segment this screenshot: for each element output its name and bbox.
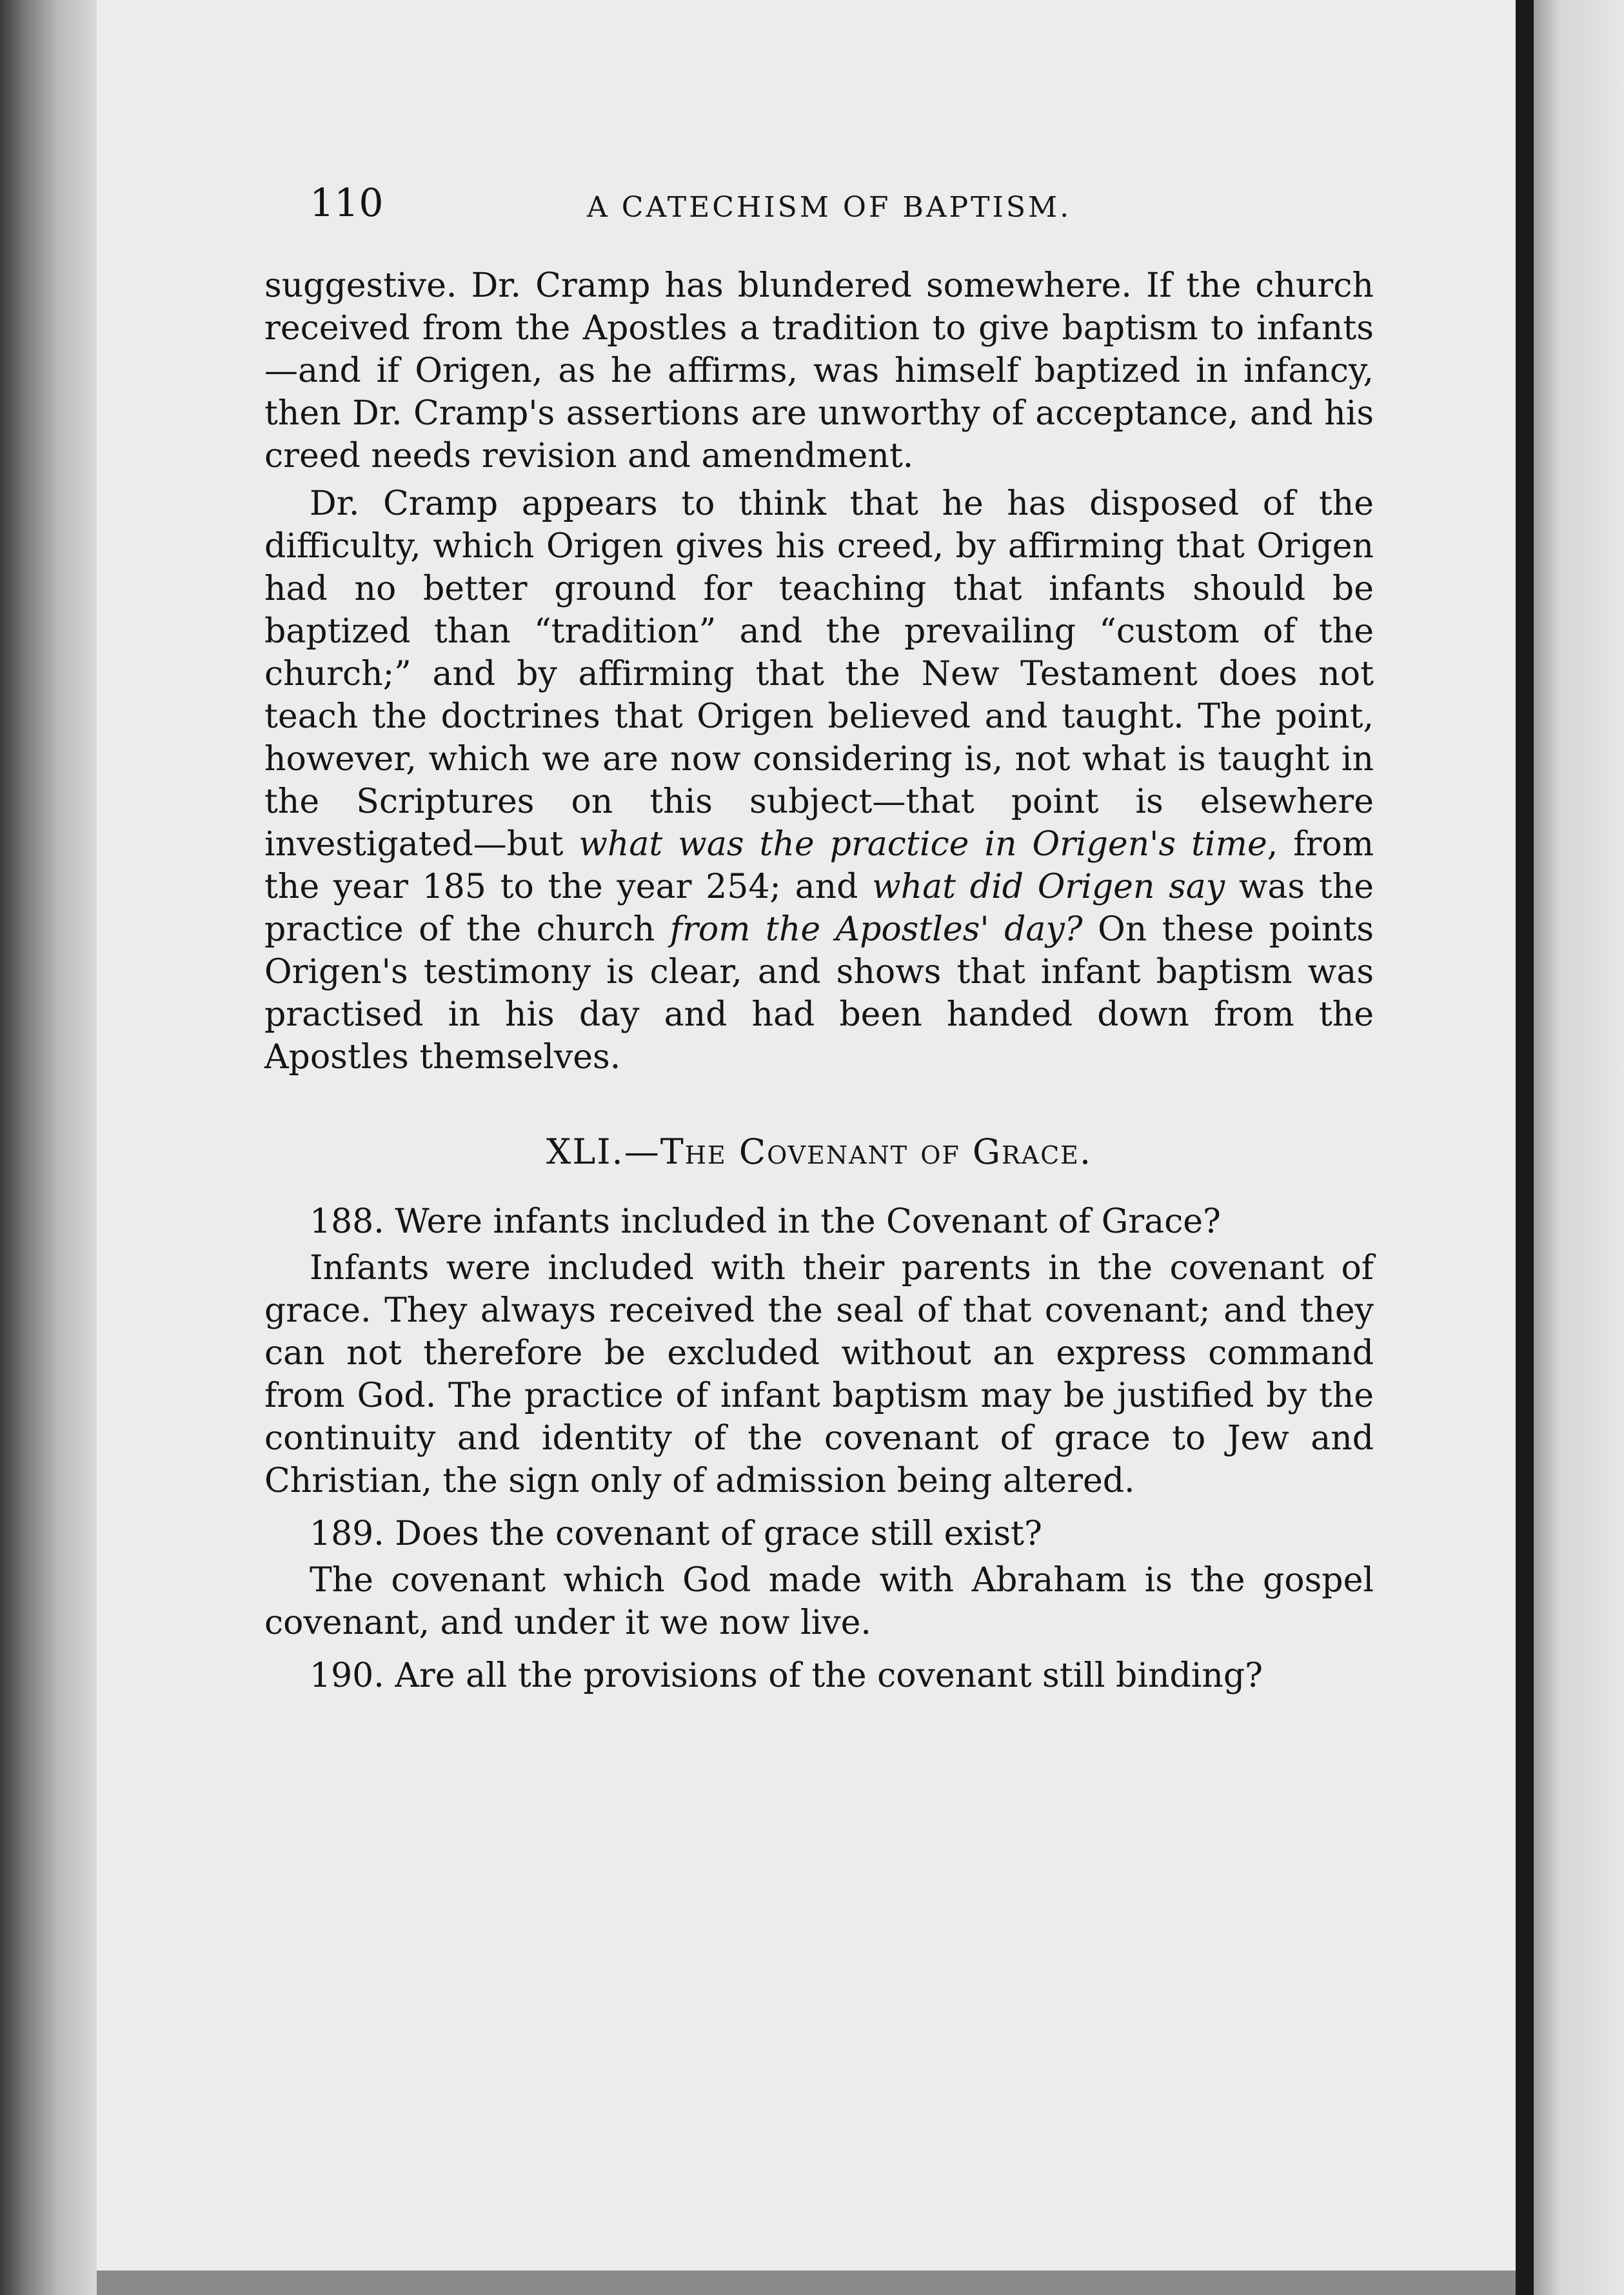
book-binding-left	[0, 0, 97, 2295]
book-gutter	[1516, 0, 1534, 2295]
running-title: A CATECHISM OF BAPTISM.	[587, 191, 1072, 224]
answer-189: The covenant which God made with Abraham is the gospel covenant, and under it we now live.	[264, 1561, 1374, 1642]
page-bottom-edge	[97, 2270, 1516, 2295]
paragraph-text: , from the year 185 to the year 254; and	[264, 825, 1374, 906]
answer-188: Infants were included with their parents in the covenant of grace. They always received the seal of that covenant; and they can not therefore be excluded without an express command from God. The practice of infant baptism may be justified by the continuity and identity of the covenant of grace to Jew and Christian, the sign only of admission being altered.	[264, 1249, 1374, 1500]
page-number: 110	[310, 181, 384, 226]
paragraph-origen	[264, 482, 1374, 1078]
paragraph-text: On these points Origen's testimony is clear, and shows that infant baptism was practised in his day and had been handed down from the Apostles themselves.	[264, 910, 1374, 1077]
italic-phrase: from the Apostles' day?	[669, 910, 1083, 949]
italic-phrase: what did Origen say	[872, 868, 1225, 906]
paragraph-text: was the practice of the church	[264, 868, 1374, 949]
text-block	[264, 168, 1374, 1701]
running-head	[264, 168, 1374, 239]
question-188: 188. Were infants included in the Covenant of Grace?	[310, 1202, 1221, 1241]
section-heading: XLI.—The Covenant of Grace.	[546, 1131, 1093, 1172]
italic-phrase: what was the practice in Origen's time	[579, 825, 1267, 864]
paragraph-continued: suggestive. Dr. Cramp has blundered somewhere. If the church received from the Apostles a tradition to give baptism to infants—and if Origen, as he affirms, was himself baptized in infancy, then Dr. Cramp's assertions are unworthy of acceptance, and his creed needs revision and amendment.	[264, 266, 1374, 475]
question-189: 189. Does the covenant of grace still exist?	[310, 1515, 1042, 1553]
adjacent-page-edge	[1534, 0, 1624, 2295]
paragraph-text: Dr. Cramp appears to think that he has disposed of the difficulty, which Origen gives his creed, by affirming that Origen had no better ground for teaching that infants should be baptized than “tradition” and the prevailing “custom of the church;” and by affirming that the New Testament does not teach the doctrines that Origen believed and taught. The point, however, which we are now considering is, not what is taught in the Scriptures on this subject—that point is elsewhere investigated—but	[264, 484, 1374, 864]
question-190: 190. Are all the provisions of the covenant still binding?	[310, 1656, 1263, 1695]
